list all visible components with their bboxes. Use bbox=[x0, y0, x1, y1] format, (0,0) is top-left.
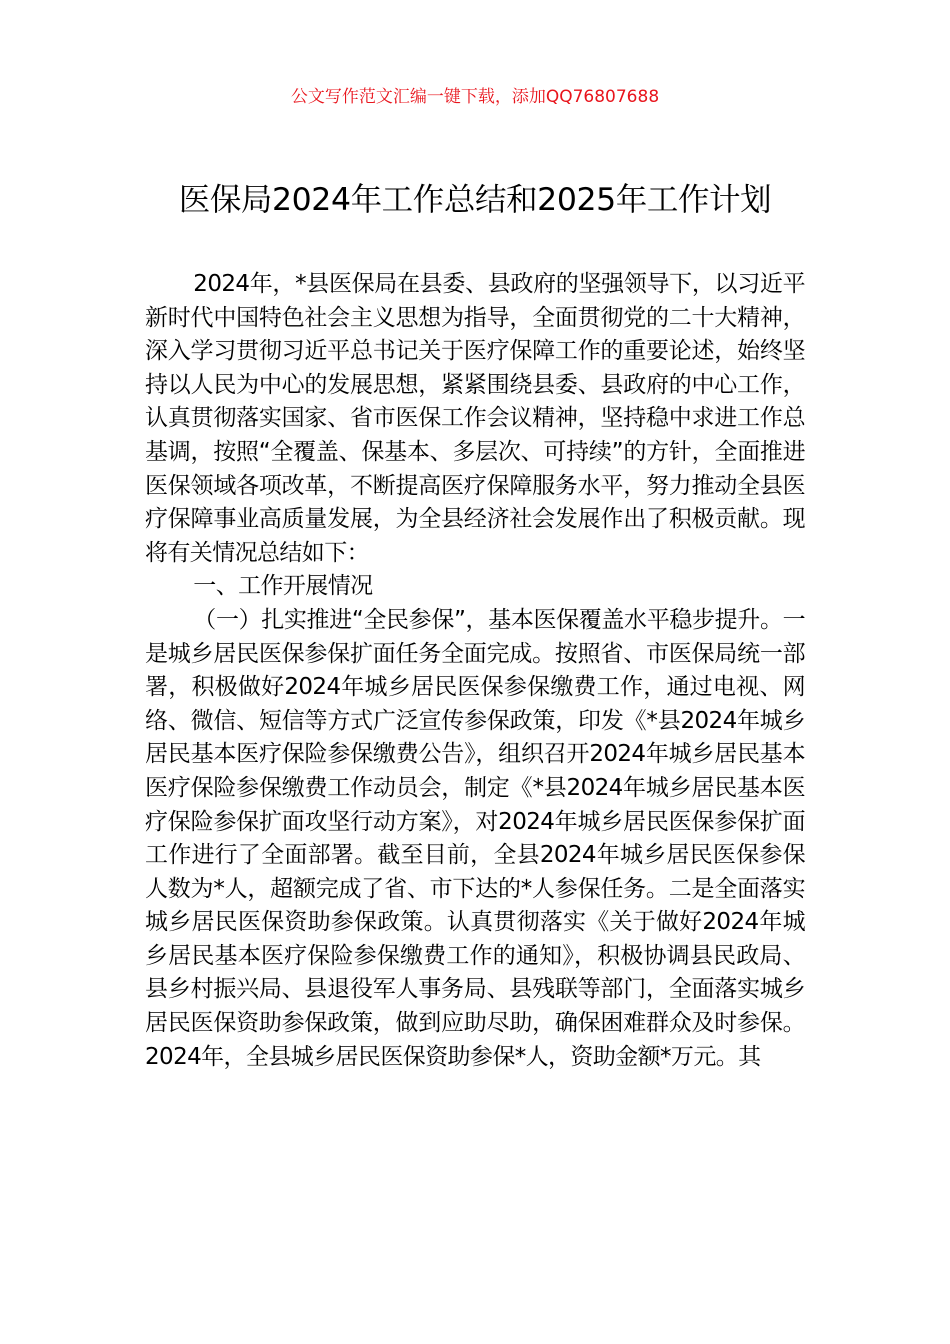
watermark-text: 公文写作范文汇编一键下载，添加QQ76807688 bbox=[290, 87, 660, 107]
body-paragraph: （一）扎实推进“全民参保”，基本医保覆盖水平稳步提升。一是城乡居民医保参保扩面任务全面完成。按照省、市医保局统一部署，积极做好2024年城乡居民医保参保缴费工作，通过电视、网络、微信、短信等方式广泛宣传参保政策，印发《*县2024年城乡居民基本医疗保险参保缴费公告》，组织召开2024年城乡居民基本医疗保险参保缴费工作动员会，制定《*县2024年城乡居民基本医疗保险参保扩面攻坚行动方案》，对2024年城乡居民医保参保扩面工作进行了全面部署。截至目前，全县2024年城乡居民医保参保人数为*人，超额完成了省、市下达的*人参保任务。二是全面落实城乡居民医保资助参保政策。认真贯彻落实《关于做好2024年城乡居民基本医疗保险参保缴费工作的通知》，积极协调县民政局、县乡村振兴局、县退役军人事务局、县残联等部门，全面落实城乡居民医保资助参保政策，做到应助尽助，确保困难群众及时参保。2024年，全县城乡居民医保资助参保*人，资助金额*万元。其 bbox=[145, 606, 805, 1070]
section-heading: 一、工作开展情况 bbox=[193, 573, 373, 600]
intro-paragraph: 2024年，*县医保局在县委、县政府的坚强领导下，以习近平新时代中国特色社会主义思想为指导，全面贯彻党的二十大精神，深入学习贯彻习近平总书记关于医疗保障工作的重要论述，始终坚持以人民为中心的发展思想，紧紧围绕县委、县政府的中心工作，认真贯彻落实国家、省市医保工作会议精神，坚持稳中求进工作总基调，按照“全覆盖、保基本、多层次、可持续”的方针，全面推进医保领域各项改革，不断提高医疗保障服务水平，努力推动全县医疗保障事业高质量发展，为全县经济社会发展作出了积极贡献。现将有关情况总结如下： bbox=[145, 271, 805, 566]
document-title: 医保局2024年工作总结和2025年工作计划 bbox=[178, 182, 772, 218]
document-body bbox=[145, 268, 805, 1074]
